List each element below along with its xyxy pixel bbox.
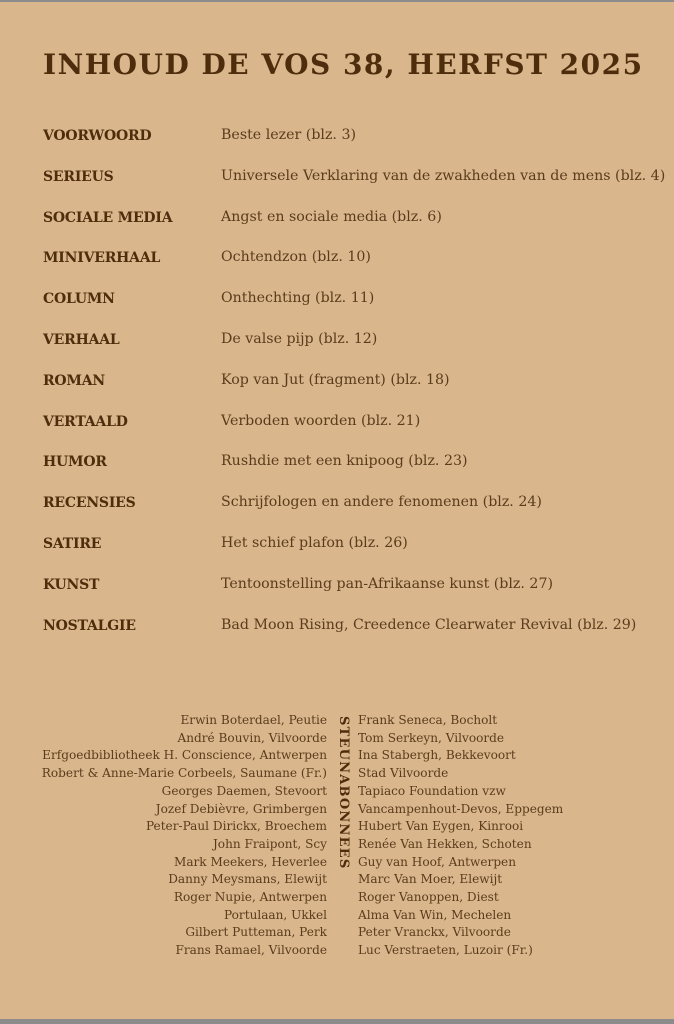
toc-row [43,489,663,530]
toc-category: MINIVERHAAL [43,250,161,267]
toc-entry: Ochtendzon (blz. 10) [221,249,371,266]
steunabonnees-section [0,712,674,972]
toc-row [43,163,666,204]
toc-category: SATIRE [43,535,102,552]
steunabonnee-name: Erfgoedbibliotheek H. Conscience, Antwerpen [42,748,327,763]
steunabonnees-label: STEUNABONNEES [336,716,351,870]
toc-row [43,571,663,612]
steunabonnee-name: Renée Van Hekken, Schoten [358,836,532,851]
toc-row [43,367,663,408]
toc-row [43,285,663,326]
steunabonnee-name: Roger Nupie, Antwerpen [173,890,327,905]
steunabonnee-name: Stad Vilvoorde [358,766,449,781]
toc-category: NOSTALGIE [43,617,136,634]
toc-entry: Kop van Jut (fragment) (blz. 18) [221,371,450,388]
toc-category: VERHAAL [43,331,120,348]
steunabonnees-left-column [42,712,327,960]
toc-category: SOCIALE MEDIA [43,209,173,226]
steunabonnee-name: Guy van Hoof, Antwerpen [358,854,517,869]
toc-category: SERIEUS [43,168,114,185]
steunabonnee-name: Gilbert Putteman, Perk [185,925,327,940]
steunabonnee-name: Tom Serkeyn, Vilvoorde [358,730,505,745]
toc-entry: Tentoonstelling pan-Afrikaanse kunst (blz. 27) [221,575,554,592]
steunabonnee-name: Frans Ramael, Vilvoorde [175,943,327,958]
steunabonnee-name: John Fraipont, Scy [212,836,327,851]
table-of-contents [43,122,666,652]
steunabonnee-name: Marc Van Moer, Elewijt [358,872,503,887]
steunabonnee-name: Mark Meekers, Heverlee [173,854,327,869]
toc-entry: Schrijfologen en andere fenomenen (blz. 24) [221,494,542,511]
toc-row [43,408,663,449]
steunabonnee-name: Georges Daemen, Stevoort [161,783,327,798]
steunabonnee-name: Frank Seneca, Bocholt [358,713,498,727]
steunabonnee-name: Peter-Paul Dirickx, Broechem [145,819,327,834]
toc-row [43,448,663,489]
toc-entry: Angst en sociale media (blz. 6) [221,208,442,225]
page-title: INHOUD DE VOS 38, HERFST 2025 [43,48,644,81]
toc-row [43,612,663,653]
toc-category: ROMAN [43,372,105,389]
toc-row [43,244,663,285]
steunabonnee-name: Erwin Boterdael, Peutie [180,713,327,727]
steunabonnee-name: Vancampenhout-Devos, Eppegem [358,801,564,816]
toc-entry: De valse pijp (blz. 12) [221,330,378,347]
toc-category: RECENSIES [43,495,136,512]
toc-category: KUNST [43,576,100,593]
toc-category: HUMOR [43,454,107,471]
top-border [0,0,674,2]
steunabonnee-name: Roger Vanoppen, Diest [358,890,499,905]
steunabonnee-name: Tapiaco Foundation vzw [358,783,506,798]
toc-entry: Verboden woorden (blz. 21) [221,412,421,429]
toc-category: VERTAALD [43,413,128,430]
toc-entry: Het schief plafon (blz. 26) [221,534,408,551]
steunabonnee-name: Danny Meysmans, Elewijt [168,872,327,887]
toc-entry: Onthechting (blz. 11) [221,290,375,307]
steunabonnee-name: Peter Vranckx, Vilvoorde [358,925,511,940]
steunabonnee-name: Robert & Anne-Marie Corbeels, Saumane (Fr.) [41,766,327,781]
toc-entry: Beste lezer (blz. 3) [221,127,357,143]
toc-entry: Rushdie met een knipoog (blz. 23) [221,453,468,470]
steunabonnee-name: Alma Van Win, Mechelen [358,907,512,922]
toc-row [43,122,663,163]
toc-row [43,204,663,245]
toc-category: VOORWOORD [43,128,152,144]
steunabonnees-right-column [358,712,563,960]
toc-entry: Universele Verklaring van de zwakheden van de mens (blz. 4) [221,167,666,184]
steunabonnee-name: Portulaan, Ukkel [224,907,327,922]
bottom-border [0,1019,674,1024]
toc-row [43,530,663,571]
steunabonnee-name: Hubert Van Eygen, Kinrooi [358,819,524,834]
toc-entry: Bad Moon Rising, Creedence Clearwater Revival (blz. 29) [221,616,637,633]
steunabonnee-name: André Bouvin, Vilvoorde [177,730,327,745]
steunabonnee-name: Ina Stabergh, Bekkevoort [358,748,516,763]
steunabonnee-name: Jozef Debièvre, Grimbergen [155,801,327,816]
steunabonnee-name: Luc Verstraeten, Luzoir (Fr.) [358,943,533,958]
toc-category: COLUMN [43,291,115,308]
toc-row [43,326,663,367]
